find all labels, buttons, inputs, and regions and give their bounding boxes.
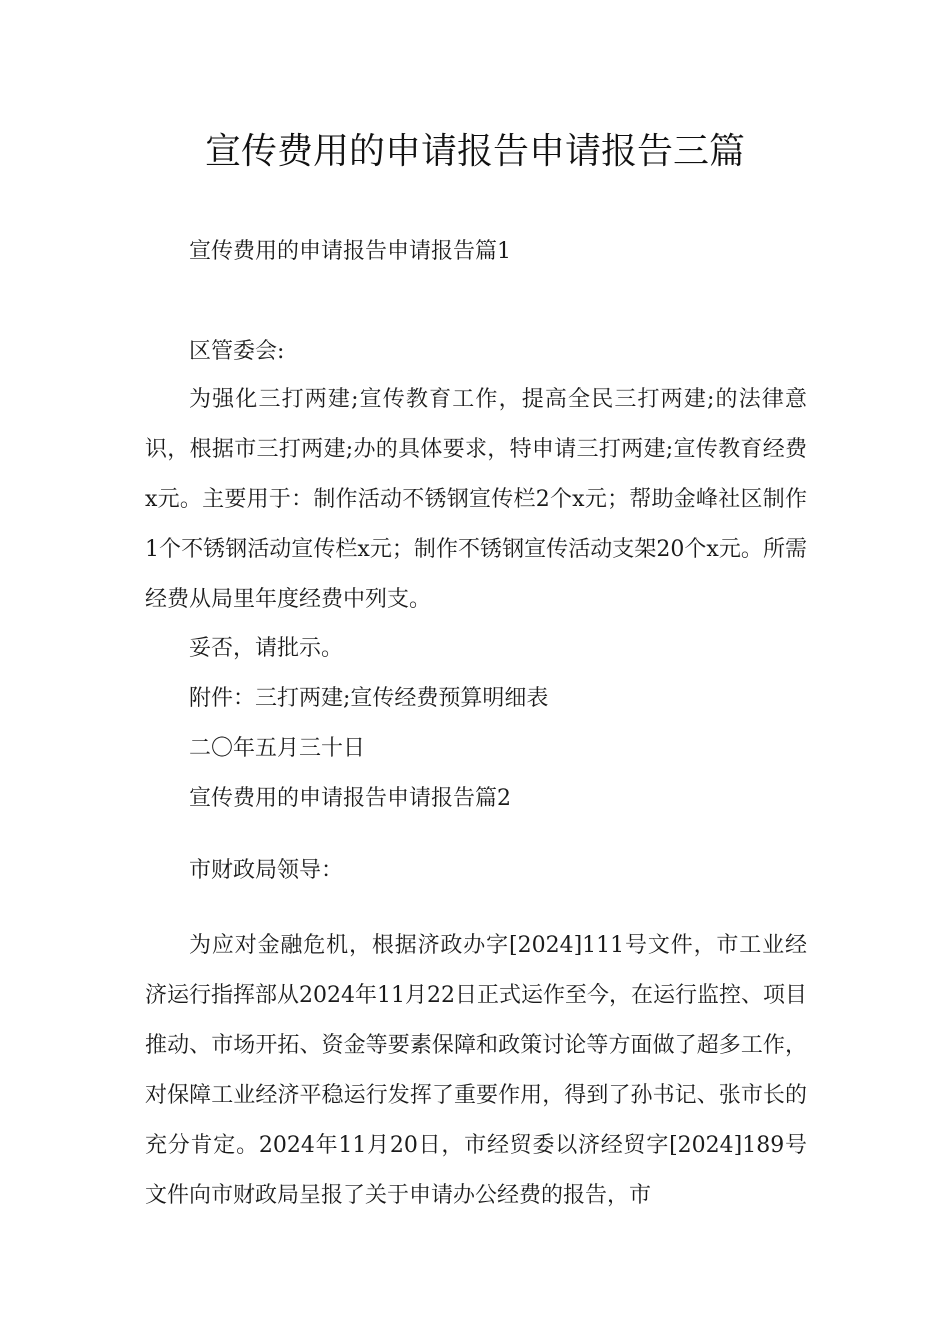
section-1-attachment: 附件：三打两建;宣传经费预算明细表: [189, 686, 549, 711]
document-title: 宣传费用的申请报告申请报告三篇: [204, 131, 745, 172]
section-1-body: 为强化三打两建;宣传教育工作，提高全民三打两建;的法律意识，根据市三打两建;办的具体要求，特申请三打两建;宣传教育经费x元。主要用于：制作活动不锈钢宣传栏2个x元；帮助金峰社区制作1个不锈钢活动宣传栏x元；制作不锈钢宣传活动支架20个x元。所需经费从局里年度经费中列支。: [145, 387, 807, 612]
section-2-salutation: 市财政局领导：: [189, 858, 344, 883]
section-1-date: 二〇年五月三十日: [189, 736, 366, 761]
section-1-closing: 妥否，请批示。: [189, 636, 344, 661]
section-2-heading: 宣传费用的申请报告申请报告篇2: [189, 786, 511, 811]
section-1-salutation: 区管委会:: [189, 339, 285, 364]
section-1-heading: 宣传费用的申请报告申请报告篇1: [189, 239, 511, 264]
section-2-body: 为应对金融危机，根据济政办字[2024]111号文件，市工业经济运行指挥部从2024年11月22日正式运作至今，在运行监控、项目推动、市场开拓、资金等要素保障和政策讨论等方面做了超多工作，对保障工业经济平稳运行发挥了重要作用，得到了孙书记、张市长的充分肯定。2024年11月20日，市经贸委以济经贸字[2024]189号文件向市财政局呈报了关于申请办公经费的报告，市: [145, 933, 807, 1208]
